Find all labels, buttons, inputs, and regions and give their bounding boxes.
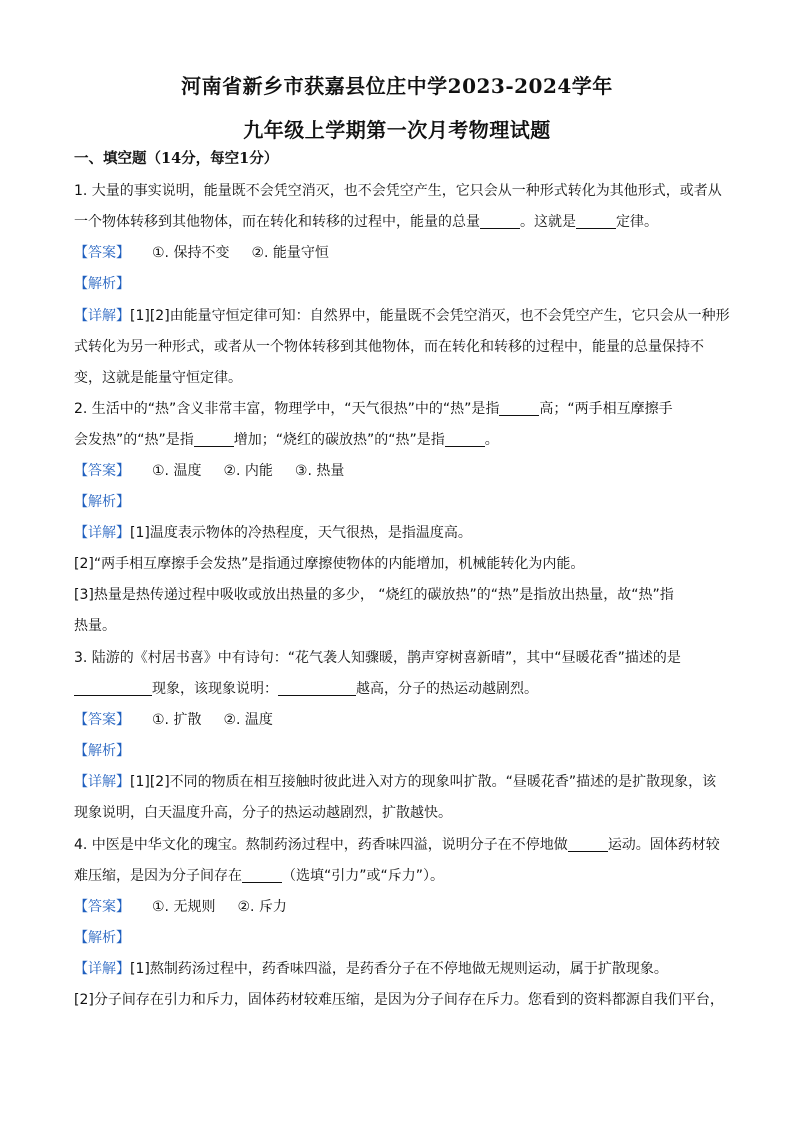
q1-answer	[74, 243, 734, 263]
q2-detail-line3: [3]热量是热传递过程中吸收或放出热量的多少， “烧红的碳放热”的“热”是指放出热量，故“热”指	[74, 587, 674, 603]
answer-blank	[445, 432, 485, 447]
answer-blank	[278, 681, 356, 696]
q2-stem-line2	[74, 430, 734, 450]
q1-text: 定律。	[616, 214, 658, 230]
q2-text: 会发热”的“热”是指	[74, 432, 194, 448]
analysis-tag: 【解析】	[74, 276, 130, 292]
q4-text: 4. 中医是中华文化的瑰宝。熬制药汤过程中，药香味四溢，说明分子在不停地做	[74, 837, 568, 853]
q1-detail-text: [1][2]由能量守恒定律可知：自然界中，能量既不会凭空消灭，也不会凭空产生，它只会从一种形	[130, 308, 730, 324]
q4-detail-line1	[74, 959, 734, 979]
q3-text: 现象，该现象说明：	[152, 681, 278, 697]
q1-answer-2: ②. 能量守恒	[251, 245, 329, 261]
detail-tag: 【详解】	[74, 525, 130, 541]
q4-text: 难压缩，是因为分子间存在	[74, 868, 242, 884]
q1-analysis	[74, 274, 734, 294]
analysis-tag: 【解析】	[74, 743, 130, 759]
q1-stem-line2	[74, 212, 734, 232]
answer-blank	[499, 401, 539, 416]
q3-detail-text: [1][2]不同的物质在相互接触时彼此进入对方的现象叫扩散。“昼暖花香”描述的是扩散现象，该	[130, 774, 717, 790]
q4-detail-line2: [2]分子间存在引力和斥力，固体药材较难压缩，是因为分子间存在斥力。您看到的资料都源自我们平台，	[74, 992, 724, 1008]
q1-stem-line1: 1. 大量的事实说明，能量既不会凭空消灭，也不会凭空产生，它只会从一种形式转化为其他形式，或者从	[74, 183, 722, 199]
answer-blank	[576, 214, 616, 229]
q2-text: 高；“两手相互摩擦手	[539, 401, 673, 417]
q2-answer-1: ①. 温度	[152, 463, 202, 479]
q2-answer-3: ③. 热量	[294, 463, 345, 479]
q3-detail-line2: 现象说明，白天温度升高，分子的热运动越剧烈，扩散越快。	[74, 805, 452, 821]
q3-answer-2: ②. 温度	[223, 712, 273, 728]
q4-text: （选填“引力”或“斥力”）。	[282, 868, 445, 884]
detail-tag: 【详解】	[74, 308, 130, 324]
q3-stem-line2	[74, 679, 734, 699]
answer-blank	[480, 214, 520, 229]
answer-tag: 【答案】	[74, 712, 130, 728]
q2-answer	[74, 461, 734, 481]
q2-detail-text: [1]温度表示物体的冷热程度，天气很热，是指温度高。	[130, 525, 472, 541]
q1-detail-line2: 式转化为另一种形式，或者从一个物体转移到其他物体，而在转化和转移的过程中，能量的总量保持不	[74, 339, 704, 355]
detail-tag: 【详解】	[74, 961, 130, 977]
analysis-tag: 【解析】	[74, 930, 130, 946]
q4-detail-text: [1]熬制药汤过程中，药香味四溢，是药香分子在不停地做无规则运动，属于扩散现象。	[130, 961, 668, 977]
answer-tag: 【答案】	[74, 899, 130, 915]
q4-analysis	[74, 928, 734, 948]
q3-answer	[74, 710, 734, 730]
q2-detail-line4: 热量。	[74, 618, 116, 634]
q4-answer	[74, 897, 734, 917]
document-title-line1: 河南省新乡市获嘉县位庄中学2023-2024学年	[181, 74, 613, 98]
analysis-tag: 【解析】	[74, 494, 130, 510]
q4-answer-2: ②. 斥力	[237, 899, 287, 915]
q3-text: 越高，分子的热运动越剧烈。	[356, 681, 538, 697]
answer-tag: 【答案】	[74, 463, 130, 479]
q2-text: 。	[484, 432, 499, 448]
q3-answer-1: ①. 扩散	[152, 712, 202, 728]
q2-analysis	[74, 492, 734, 512]
q1-answer-1: ①. 保持不变	[152, 245, 230, 261]
q2-text: 2. 生活中的“热”含义非常丰富，物理学中，“天气很热”中的“热”是指	[74, 401, 500, 417]
q4-stem-line2	[74, 866, 734, 886]
q4-text: 运动。固体药材较	[607, 837, 720, 853]
detail-tag: 【详解】	[74, 774, 130, 790]
q2-detail-line2: [2]“两手相互摩擦手会发热”是指通过摩擦使物体的内能增加，机械能转化为内能。	[74, 556, 585, 572]
q2-text: 增加；“烧红的碳放热”的“热”是指	[233, 432, 445, 448]
answer-tag: 【答案】	[74, 245, 130, 261]
document-title-line2: 九年级上学期第一次月考物理试题	[243, 118, 551, 142]
q3-stem-line1: 3. 陆游的《村居书喜》中有诗句：“花气袭人知骤暖，鹊声穿树喜新晴”，其中“昼暖花香”描述的是	[74, 650, 681, 666]
section-heading: 一、填空题（14分，每空1分）	[74, 150, 279, 167]
q1-text: 一个物体转移到其他物体，而在转化和转移的过程中，能量的总量	[74, 214, 480, 230]
q4-stem-line1	[74, 835, 734, 855]
q4-answer-1: ①. 无规则	[152, 899, 216, 915]
answer-blank	[568, 837, 608, 852]
q1-detail-line1	[74, 306, 734, 326]
q2-answer-2: ②. 内能	[223, 463, 273, 479]
q1-text: 。这就是	[520, 214, 576, 230]
answer-blank	[194, 432, 234, 447]
answer-blank	[242, 868, 282, 883]
q2-detail-line1	[74, 523, 734, 543]
q3-detail-line1	[74, 772, 734, 792]
q2-stem-line1	[74, 399, 734, 419]
q3-analysis	[74, 741, 734, 761]
q1-detail-line3: 变，这就是能量守恒定律。	[74, 370, 242, 386]
answer-blank	[74, 681, 152, 696]
